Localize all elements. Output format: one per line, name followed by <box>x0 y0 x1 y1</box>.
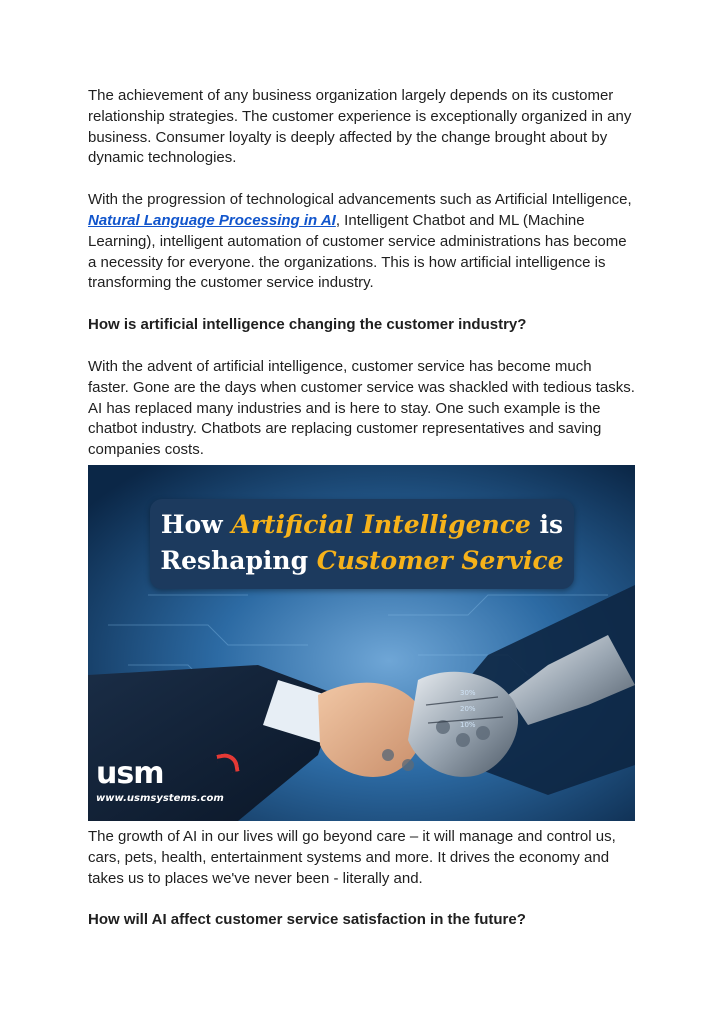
stat-label-30: 30% <box>460 688 476 697</box>
banner-title-line-2 <box>150 543 574 579</box>
paragraph-advent: With the advent of artificial intelligence, customer service has become much faster. Gone are the days when customer service was shackled with tedious tasks. AI has replaced many industries and is here to stay. One such example is the chatbot industry. Chatbots are replacing customer representatives and saving companies costs. <box>88 357 635 459</box>
paragraph-growth: The growth of AI in our lives will go beyond care – it will manage and control us, cars, pets, health, entertainment systems and more. It drives the economy and takes us to places we've never been - literally and. <box>88 827 616 887</box>
stat-label-10: 10% <box>460 720 476 729</box>
nlp-in-ai-link[interactable]: Natural Language Processing in AI <box>88 211 336 229</box>
banner-title-line-1 <box>150 507 574 543</box>
section-heading-future: How will AI affect customer service satisfaction in the future? <box>88 911 526 929</box>
banner-title-reshaping: Reshaping <box>160 545 317 575</box>
paragraph-progression-text-start: With the progression of technological advancements such as Artificial Intelligence, <box>88 191 632 209</box>
banner-title <box>150 499 574 589</box>
usm-logo <box>96 755 224 791</box>
banner-title-customer-service: Customer Service <box>316 545 564 575</box>
article-banner-image <box>88 465 635 821</box>
section-heading-changing: How is artificial intelligence changing the customer industry? <box>88 316 527 334</box>
document-page <box>88 86 636 931</box>
banner-title-ai: Artificial Intelligence <box>231 509 531 539</box>
paragraph-intro: The achievement of any business organization largely depends on its customer relationship strategies. The customer experience is exceptionally organized in any business. Consumer loyalty is deeply affected by the change brought about by dynamic technologies. <box>88 87 632 167</box>
banner-title-is: is <box>530 509 564 539</box>
usm-logo-text: usm <box>96 755 164 791</box>
paragraph-progression <box>88 190 636 294</box>
usm-brand <box>96 755 224 804</box>
stat-label-20: 20% <box>460 704 476 713</box>
paragraph-progression-text-end: , Intelligent Chatbot and ML (Machine Learning), intelligent automation of customer service administrations has become a necessity for everyone. the organizations. This is how artificial intelligence is transforming the customer service industry. <box>88 211 627 292</box>
usm-website-url: www.usmsystems.com <box>96 792 224 804</box>
banner-title-how: How <box>160 509 232 539</box>
